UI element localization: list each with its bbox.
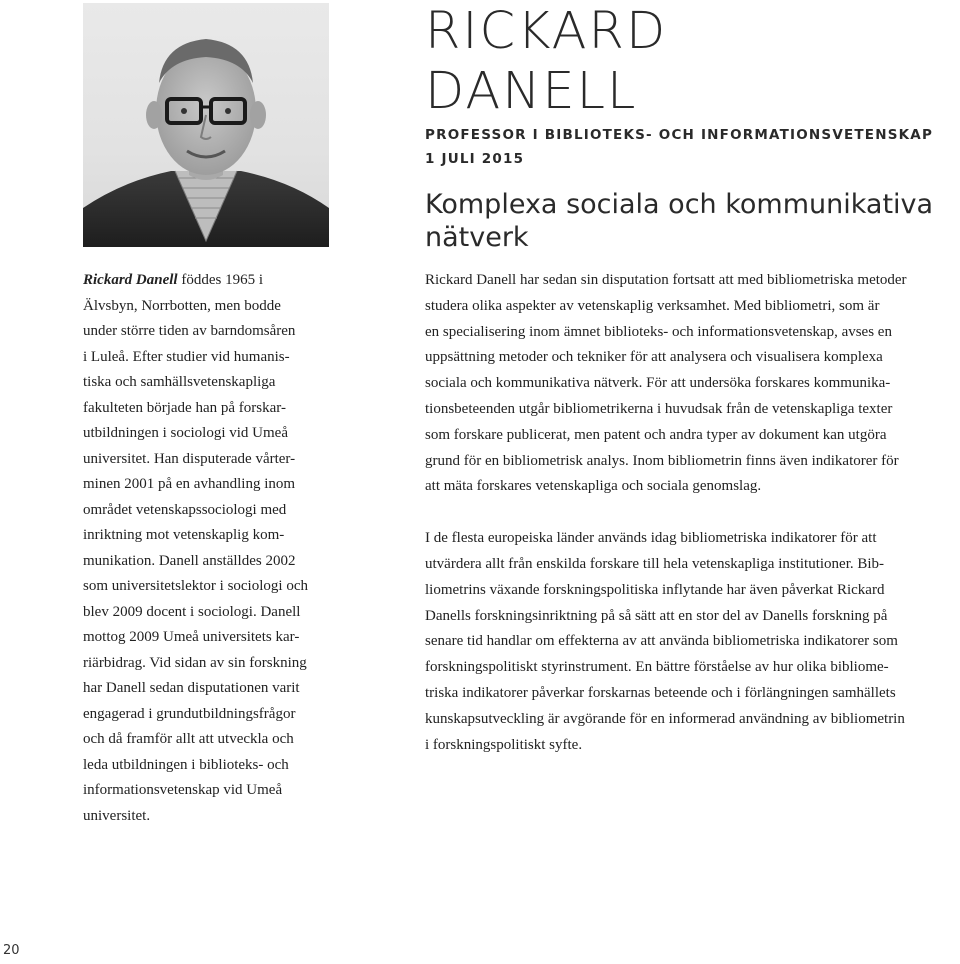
bio-line: universitet. bbox=[83, 807, 151, 824]
body-line: att mäta forskares vetenskapliga och sociala genomslag. bbox=[425, 478, 762, 495]
professor-title: PROFESSOR I BIBLIOTEKS- OCH INFORMATIONSVETENSKAP bbox=[425, 127, 934, 143]
body-line: en specialisering inom ämnet biblioteks- och informationsvetenskap, avses en bbox=[425, 323, 892, 340]
body-line: Rickard Danell har sedan sin disputation fortsatt att med bibliometriska metoder bbox=[425, 272, 907, 288]
bio-line: riärbidrag. Vid sidan av sin forskning bbox=[83, 654, 307, 671]
person-name bbox=[425, 2, 667, 122]
body-paragraph-2 bbox=[425, 526, 960, 758]
body-line: kunskapsutveckling är avgörande för en informerad användning av bibliometrin bbox=[425, 710, 905, 727]
bio-name: Rickard Danell bbox=[83, 272, 178, 288]
body-line: triska indikatorer påverkar forskarnas beteende och i förlängningen samhällets bbox=[425, 684, 896, 701]
bio-line: inriktning mot vetenskaplig kom- bbox=[83, 527, 285, 543]
body-line: i forskningspolitiskt syfte. bbox=[425, 736, 583, 753]
bio-line: mottog 2009 Umeå universitets kar- bbox=[83, 629, 300, 645]
article-heading bbox=[425, 188, 955, 254]
body-line: liometrins växande forskningspolitiska inflytande har även påverkat Rickard bbox=[425, 581, 885, 598]
bio-line: universitet. Han disputerade vårter- bbox=[83, 450, 296, 467]
page-number: 20 bbox=[3, 943, 20, 958]
bio-line: informationsvetenskap vid Umeå bbox=[83, 782, 283, 798]
bio-line: som universitetslektor i sociologi och bbox=[83, 578, 308, 594]
body-line: sociala och kommunikativa nätverk. För att undersöka forskares kommunika- bbox=[425, 375, 891, 392]
bio-line: har Danell sedan disputationen varit bbox=[83, 680, 300, 696]
body-paragraph-1 bbox=[425, 268, 960, 500]
bio-line: munikation. Danell anställdes 2002 bbox=[83, 552, 296, 569]
bio-line: och då framför allt att utveckla och bbox=[83, 731, 294, 747]
name-last: DANELL bbox=[425, 62, 638, 121]
bio-line: minen 2001 på en avhandling inom bbox=[83, 476, 296, 492]
bio-line: området vetenskapssociologi med bbox=[83, 501, 287, 518]
bio-line: blev 2009 docent i sociologi. Danell bbox=[83, 603, 301, 620]
body-line: Danells forskningsinriktning på så sätt att en stor del av Danells forskning på bbox=[425, 607, 888, 624]
article-body bbox=[425, 268, 960, 758]
bio-line bbox=[83, 268, 343, 294]
bio-line: under större tiden av barndomsåren bbox=[83, 323, 296, 339]
bio-line: tiska och samhällsvetenskapliga bbox=[83, 374, 276, 390]
body-line: forskningspolitiskt styrinstrument. En bättre förståelse av hur olika bibliome- bbox=[425, 659, 889, 676]
bio-line: leda utbildningen i biblioteks- och bbox=[83, 756, 289, 773]
body-line: senare tid handlar om effekterna av att använda bibliometriska indikatorer som bbox=[425, 633, 898, 650]
body-line: grund för en bibliometrisk analys. Inom bibliometrin finns även indikatorer för bbox=[425, 452, 899, 469]
appointment-date: 1 JULI 2015 bbox=[425, 151, 525, 167]
heading-line: nätverk bbox=[425, 222, 529, 253]
body-line: uppsättning metoder och tekniker för att analysera och visualisera komplexa bbox=[425, 349, 883, 366]
biography bbox=[83, 268, 343, 829]
body-line: studera olika aspekter av vetenskaplig verksamhet. Med bibliometri, som är bbox=[425, 297, 880, 314]
body-line: som forskare publicerat, men patent och andra typer av dokument kan utgöra bbox=[425, 426, 887, 443]
name-first: RICKARD bbox=[425, 2, 668, 61]
bio-line: fakulteten började han på forskar- bbox=[83, 399, 286, 416]
body-line: I de flesta europeiska länder används idag bibliometriska indikatorer för att bbox=[425, 530, 877, 547]
body-line: tionsbeteenden utgår bibliometrikerna i huvudsak från de vetenskapliga texter bbox=[425, 400, 893, 417]
bio-line: engagerad i grundutbildningsfrågor bbox=[83, 705, 296, 722]
portrait-photo bbox=[83, 3, 329, 247]
body-line: utvärdera allt från enskilda forskare till hela vetenskapliga institutioner. Bib- bbox=[425, 555, 885, 572]
bio-line: Älvsbyn, Norrbotten, men bodde bbox=[83, 297, 281, 314]
bio-line: i Luleå. Efter studier vid humanis- bbox=[83, 348, 290, 365]
bio-first-line: föddes 1965 i bbox=[177, 272, 264, 288]
bio-line: utbildningen i sociologi vid Umeå bbox=[83, 425, 288, 441]
heading-line: Komplexa sociala och kommunikativa bbox=[425, 189, 934, 220]
